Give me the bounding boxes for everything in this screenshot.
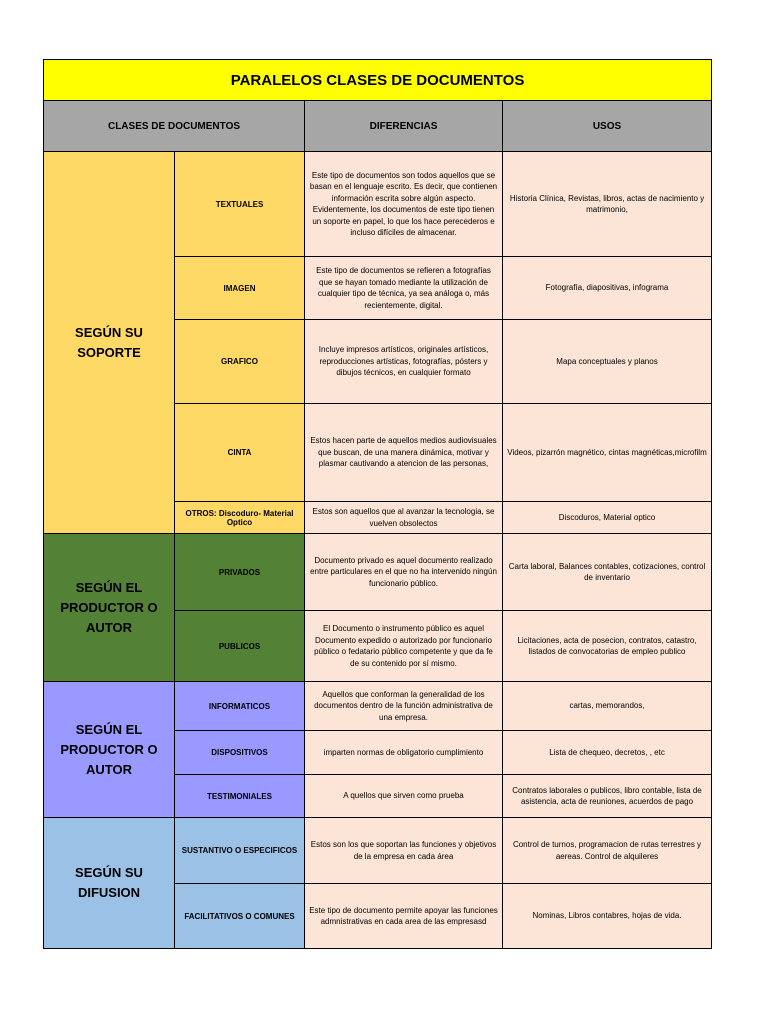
table-row [44,152,712,257]
subcategory-imagen: IMAGEN [175,257,305,320]
subcategory-informaticos: INFORMATICOS [175,682,305,731]
difference-text: Este tipo de documentos se refieren a fotografías que se hayan tomado mediante la utilización de cualquier tipo de técnica, ya sea análoga o, más recientemente, digital. [305,257,503,320]
header-usos: USOS [503,101,712,152]
subcategory-testimoniales: TESTIMONIALES [175,775,305,818]
subcategory-privados: PRIVADOS [175,534,305,611]
table-row [44,534,712,611]
category-productor-2: SEGÚN EL PRODUCTOR O AUTOR [44,682,175,818]
usage-text: Historia Clínica, Revistas, libros, actas de nacimiento y matrimonio, [503,152,712,257]
usage-text: Lista de chequeo, decretos, , etc [503,731,712,775]
subcategory-cinta: CINTA [175,404,305,502]
difference-text: Este tipo de documentos son todos aquellos que se basan en el lenguaje escrito. Es decir, que contienen información escrita sobre algún aspecto. Evidentemente, los documentos de este tipo tienen un soporte en papel, lo que los hace perecederos e incluso difíciles de almacenar. [305,152,503,257]
usage-text: Contratos laborales o publicos, libro contable, lista de asistencia, acta de reuniones, acuerdos de pago [503,775,712,818]
subcategory-textuales: TEXTUALES [175,152,305,257]
category-soporte: SEGÚN SU SOPORTE [44,152,175,534]
difference-text: Estos son los que soportan las funciones y objetivos de la empresa en cada área [305,818,503,884]
subcategory-otros: OTROS: Discoduro- Material Optico [175,502,305,534]
subcategory-grafico: GRAFICO [175,320,305,404]
difference-text: Este tipo de documento permite apoyar las funciones admnistrativas en cada area de las empresasd [305,884,503,949]
difference-text: El Documento o instrumento público es aquel Documento expedido o autorizado por funcionario público o fedatario público competente y que da fe de su contenido por sí mismo. [305,611,503,682]
usage-text: Mapa conceptuales y planos [503,320,712,404]
subcategory-dispositivos: DISPOSITIVOS [175,731,305,775]
subcategory-publicos: PUBLICOS [175,611,305,682]
usage-text: Discoduros, Material optico [503,502,712,534]
difference-text: Incluye impresos artísticos, originales artísticos, reproducciones artísticas, fotografías, pósters y dibujos técnicos, en cualquier formato [305,320,503,404]
page-title: PARALELOS CLASES DE DOCUMENTOS [44,60,712,101]
difference-text: Estos son aquellos que al avanzar la tecnologia, se vuelven obsolectos [305,502,503,534]
usage-text: Control de turnos, programacion de rutas terrestres y aereas. Control de alquileres [503,818,712,884]
difference-text: Estos hacen parte de aquellos medios audiovisuales que buscan, de una manera dinámica, motivar y plasmar cautivando a atencion de las personas, [305,404,503,502]
difference-text: imparten normas de obligatorio cumplimiento [305,731,503,775]
usage-text: Fotografía, diapositivas, infograma [503,257,712,320]
subcategory-facilitativos: FACILITATIVOS O COMUNES [175,884,305,949]
category-productor: SEGÚN EL PRODUCTOR O AUTOR [44,534,175,682]
usage-text: Videos, pizarrón magnético, cintas magnéticas,microfilm [503,404,712,502]
difference-text: Documento privado es aquel documento realizado entre particulares en el que no ha intervenido ningún funcionario público. [305,534,503,611]
table-row [44,818,712,884]
table-row [44,682,712,731]
category-difusion: SEGÚN SU DIFUSION [44,818,175,949]
header-clases: CLASES DE DOCUMENTOS [44,101,305,152]
usage-text: cartas, memorandos, [503,682,712,731]
usage-text: Carta laboral, Balances contables, cotizaciones, control de inventario [503,534,712,611]
difference-text: A quellos que sirven como prueba [305,775,503,818]
usage-text: Licitaciones, acta de posecion, contratos, catastro, listados de convocatorias de empleo publico [503,611,712,682]
usage-text: Nominas, Libros contabres, hojas de vida. [503,884,712,949]
difference-text: Aquellos que conforman la generalidad de los documentos dentro de la función administrativa de una empresa. [305,682,503,731]
subcategory-sustantivo: SUSTANTIVO O ESPECIFICOS [175,818,305,884]
header-diferencias: DIFERENCIAS [305,101,503,152]
documents-table [43,59,712,949]
